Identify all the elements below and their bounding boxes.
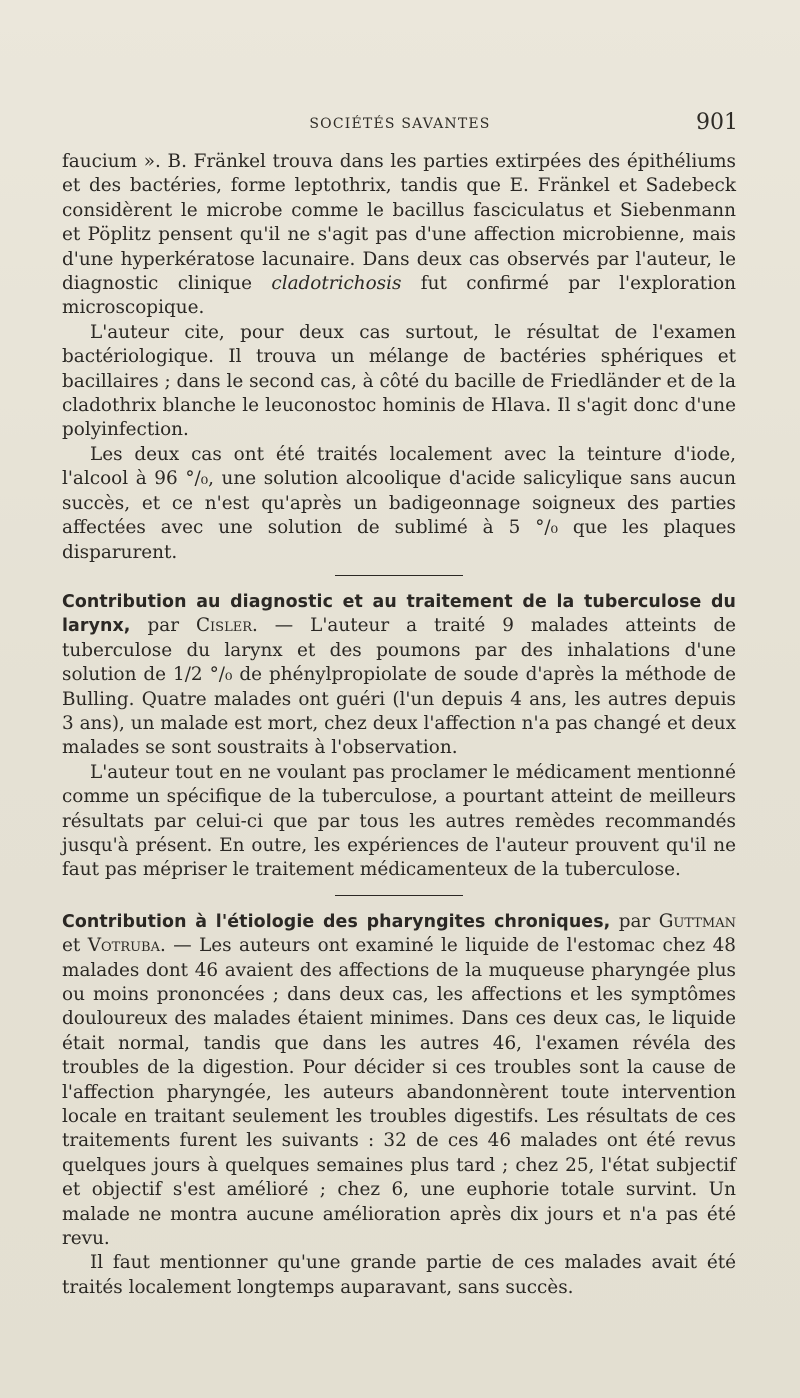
- article3-p1-text: . — Les auteurs ont examiné le liquide de l'estomac chez 48 malades dont 46 avaient des affections de la muqueuse pharyngée plus ou moins prononcées ; dans deux cas, les affections et les symptômes douloureux des malades étaient minimes. Dans ces deux cas, le liquide était normal, tandis que dans les autres 46, l'examen révéla des troubles de la digestion. Pour décider si ces troubles sont la cause de l'affection pharyngée, les auteurs abandonnèrent toute intervention locale en traitant seulement les troubles digestifs. Les résultats de ces traitements furent les suivants : 32 de ces 46 malades ont été revus quelques jours à quelques semaines plus tard ; chez 25, l'état subjectif et objectif s'est amélioré ; chez 6, une euphorie totale survint. Un malade ne montra aucune amélioration après dix jours et n'a pas été revu.: [62, 935, 737, 1250]
- article3-by: par: [610, 910, 659, 932]
- article3-author-1: Guttman: [658, 910, 736, 932]
- article2-by: par: [130, 615, 196, 637]
- article2-author: Cisler: [195, 615, 252, 637]
- article3-and: et: [62, 935, 88, 957]
- article2-title: Contribution au diagnostic et au traitement de la tuberculose du larynx,: [62, 591, 736, 637]
- article1-paragraph-1: [62, 150, 736, 321]
- article3-author-2: Votruba: [87, 935, 160, 957]
- page-number: 901: [696, 110, 738, 135]
- article2-p1-text: . — L'auteur a traité 9 malades atteints de tuberculose du larynx et des poumons par des inhalations d'une solution de 1/2 °/₀ de phénylpropiolate de soude d'après la méthode de Bulling. Quatre malades ont guéri (l'un depuis 4 ans, les autres depuis 3 ans), un malade est mort, chez deux l'affection n'a pas changé et deux malades se sont soustraits à l'observation.: [62, 615, 736, 759]
- article1-paragraph-2: L'auteur cite, pour deux cas surtout, le résultat de l'examen bactériologique. Il trouva un mélange de bactéries sphériques et bacillaires ; dans le second cas, à côté du bacille de Friedländer et de la cladothrix blanche le leuconostoc hominis de Hlava. Il s'agit donc d'une polyinfection.: [62, 321, 736, 441]
- article1-p1-text: faucium ». B. Fränkel trouva dans les parties extirpées des épithéliums et des bactéries, forme leptothrix, tandis que E. Fränkel et Sadebeck considèrent le microbe comme le bacillus fasciculatus et Siebenmann et Pöplitz pensent qu'il ne s'agit pas d'une affection microbienne, mais d'une hyperkératose lacunaire. Dans deux cas observés par l'auteur, le diagnostic clinique: [62, 151, 736, 295]
- article3-title: Contribution à l'étiologie des pharyngites chroniques,: [62, 911, 611, 932]
- article1-paragraph-3: Les deux cas ont été traités localement avec la teinture d'iode, l'alcool à 96 °/₀, une solution alcoolique d'acide salicylique sans aucun succès, et ce n'est qu'après un badigeonnage soigneux des parties affectées avec une solution de sublimé à 5 °/₀ que les plaques disparurent.: [62, 443, 736, 563]
- section-divider: [335, 895, 463, 896]
- article3-paragraph-1: [62, 910, 736, 1252]
- running-title: SOCIÉTÉS SAVANTES: [309, 116, 491, 132]
- article1-p1-italic: cladotrichosis: [271, 273, 402, 295]
- article2-paragraph-1: [62, 590, 736, 761]
- article2-paragraph-2: L'auteur tout en ne voulant pas proclamer le médicament mentionné comme un spécifique de la tuberculose, a pourtant atteint de meilleurs résultats par celui-ci que par tous les autres remèdes recommandés jusqu'à présent. En outre, les expériences de l'auteur prouvent qu'il ne faut pas mépriser le traitement médicamenteux de la tuberculose.: [62, 761, 736, 881]
- body-text: [62, 150, 736, 1300]
- running-head: [62, 110, 738, 140]
- article3-paragraph-2: Il faut mentionner qu'une grande partie de ces malades avait été traités localement longtemps auparavant, sans succès.: [62, 1252, 736, 1298]
- section-divider: [335, 575, 463, 576]
- article1-p1-end: fut confirmé par l'exploration microscopique.: [62, 273, 736, 319]
